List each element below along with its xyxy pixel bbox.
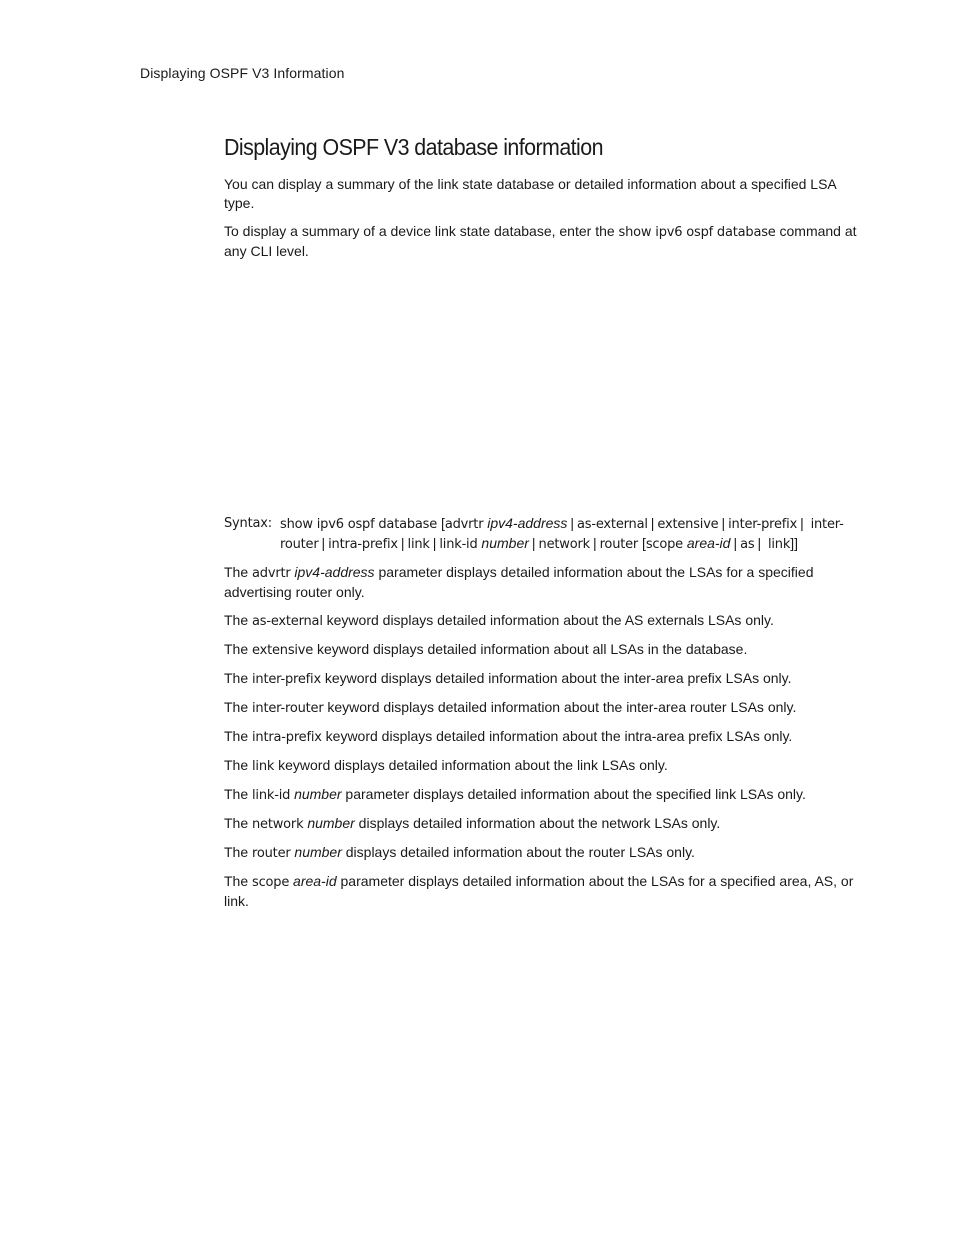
param-network [224,814,870,834]
syntax-scope: scope [645,537,683,552]
param-text: parameter displays detailed information about the LSAs for a specified area, AS, or link. [224,873,854,909]
syntax-link-id: link-id [439,537,478,552]
syntax-sep: | [733,535,738,551]
syntax-bracket: [ [440,515,445,531]
param-text: displays detailed information about the network LSAs only. [358,815,721,831]
main-content [224,132,870,920]
syntax-as: as [740,537,755,552]
blank-space [224,270,870,514]
param-as-external [224,611,870,631]
param-prefix: The [224,815,249,831]
param-keyword: intra-prefix [252,730,322,745]
param-keyword: inter-prefix [252,672,321,687]
syntax-router: router [599,537,639,552]
param-prefix: The [224,757,249,773]
syntax-network: network [538,537,590,552]
syntax-sep: | [721,515,726,531]
syntax-area-id: area-id [686,535,731,551]
param-prefix: The [224,699,249,715]
param-text: keyword displays detailed information about the AS externals LSAs only. [326,612,774,628]
param-link-id [224,785,870,805]
syntax-extensive: extensive [657,517,719,532]
parameter-list [224,563,870,911]
usage-command: show ipv6 ospf database [618,225,776,240]
param-keyword: network [252,817,304,832]
param-text: keyword displays detailed information about the link LSAs only. [278,757,668,773]
param-inter-prefix [224,669,870,689]
running-header: Displaying OSPF V3 Information [140,65,345,81]
syntax-inter-prefix: inter-prefix [728,517,798,532]
param-arg: area-id [293,873,337,889]
param-extensive [224,640,870,660]
usage-suffix: command at any CLI level. [224,223,857,259]
param-link [224,756,870,776]
param-keyword: as-external [252,614,323,629]
param-text: parameter displays detailed information about the specified link LSAs only. [345,786,806,802]
param-arg: number [294,786,342,802]
param-advrtr [224,563,870,602]
param-text: keyword displays detailed information about the inter-area router LSAs only. [327,699,797,715]
intro-paragraph: You can display a summary of the link state database or detailed information about a specified LSA type. [224,176,836,211]
section-title: Displaying OSPF V3 database information [224,134,603,160]
param-prefix: The [224,641,249,657]
param-prefix: The [224,612,249,628]
syntax-scope-link: link [767,537,791,552]
usage-prefix: To display a summary of a device link state database, enter the [224,223,615,239]
syntax-body [280,514,870,554]
param-prefix: The [224,670,249,686]
syntax-sep: | [432,535,437,551]
syntax-sep: | [400,535,405,551]
param-keyword: extensive [252,643,314,658]
param-arg: number [307,815,355,831]
param-prefix: The [224,564,249,580]
param-router [224,843,870,863]
syntax-sep: | [531,535,536,551]
syntax-advrtr: advrtr [444,517,484,532]
syntax-sep: | [800,515,804,531]
syntax-sep: | [321,535,326,551]
syntax-intra-prefix: intra-prefix [328,537,398,552]
syntax-link: link [407,537,430,552]
syntax-scope-bracket: [ [641,535,646,551]
param-keyword: inter-router [252,701,324,716]
param-intra-prefix [224,727,870,747]
param-keyword: scope [252,875,290,890]
syntax-sep: | [650,515,655,531]
syntax-sep: | [757,535,762,551]
param-prefix: The [224,728,249,744]
param-text: keyword displays detailed information about all LSAs in the database. [316,641,748,657]
param-keyword: link-id [252,788,291,803]
param-prefix: The [224,844,249,860]
param-keyword: link [252,759,275,774]
param-keyword: router [252,846,291,861]
syntax-block [224,514,870,554]
param-text: parameter displays detailed information about the LSAs for a specified advertising router only. [224,564,814,600]
syntax-label: Syntax: [224,516,272,531]
param-arg: ipv4-address [294,564,375,580]
param-arg: number [294,844,342,860]
param-prefix: The [224,873,249,889]
syntax-ipv4-address: ipv4-address [487,515,568,531]
syntax-close: ]] [790,535,798,551]
param-scope [224,872,870,911]
param-text: keyword displays detailed information about the inter-area prefix LSAs only. [324,670,792,686]
syntax-sep: | [592,535,597,551]
param-text: keyword displays detailed information about the intra-area prefix LSAs only. [325,728,793,744]
param-prefix: The [224,786,249,802]
param-keyword: advrtr [252,566,291,581]
syntax-as-external: as-external [577,517,648,532]
syntax-number: number [481,535,529,551]
syntax-sep: | [570,515,575,531]
usage-paragraph [224,222,870,261]
param-inter-router [224,698,870,718]
syntax-inter-router: inter-router [280,517,844,552]
param-text: displays detailed information about the router LSAs only. [345,844,695,860]
syntax-command: show ipv6 ospf database [280,517,438,532]
